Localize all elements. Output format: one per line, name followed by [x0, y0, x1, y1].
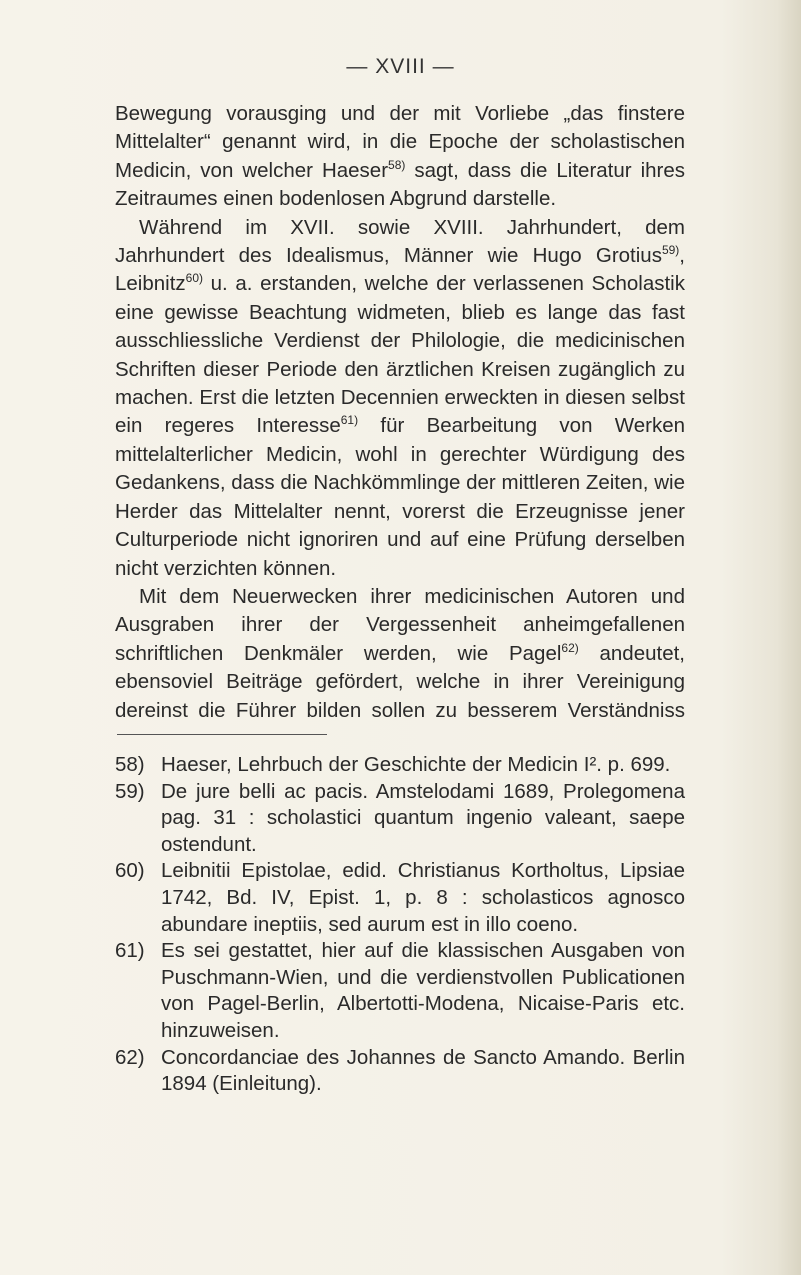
- footnote-59: [115, 779, 685, 859]
- footnote-text: De jure belli ac pacis. Amstelodami 1689, Prolegomena pag. 31 : scholastici quantum ingenio valeant, saepe ostendunt.: [161, 779, 685, 856]
- footnote-number: 62): [115, 1045, 145, 1069]
- footnote-62: [115, 1045, 685, 1098]
- page-header: — XVIII —: [346, 55, 455, 78]
- footnote-text: Leibnitii Epistolae, edid. Christianus Kortholtus, Lipsiae 1742, Bd. IV, Epist. 1, p. 8 : scholasticos agnosco abundare ineptiis, sed aurum est in illo coeno.: [161, 859, 685, 936]
- text-run: u. a. erstanden, welche der verlassenen Scholastik eine gewisse Beachtung widmeten, blieb es lange das fast ausschliessliche Verdienst der Philologie, die medicinischen Schriften dieser Periode den ärztlichen Kreisen zugänglich zu machen. Erst die letzten Decennien erweckten in diesen selbst ein regeres Interesse: [115, 272, 685, 438]
- text-run: sagt, dass die Literatur ihres Zeitraumes einen bodenlosen Abgrund darstelle.: [115, 158, 686, 211]
- footnote-divider: [117, 734, 327, 735]
- text-run: für Bearbeitung von Werken mittelalterlicher Medicin, wohl in gerechter Würdigung des Gedankens, dass die Nachkömmlinge der mittleren Zeiten, wie Herder das Mittelalter nennt, vorerst die Erzeugnisse jener Culturperiode nicht ignoriren und auf eine Prüfung derselben nicht verzichten können.: [115, 414, 686, 580]
- footnote-text: Es sei gestattet, hier auf die klassischen Ausgaben von Puschmann-Wien, und die verdienstvollen Publicationen von Pagel-Berlin, Albertotti-Modena, Nicaise-Paris etc. hinzuweisen.: [161, 939, 685, 1042]
- text-run: Mit dem Neuerwecken ihrer medicinischen Autoren und Ausgraben ihrer der Vergessenheit anheimgefallenen schriftlichen Denkmäler werden, wie Pagel: [115, 584, 685, 665]
- footnote-number: 59): [115, 779, 145, 803]
- footnote-61: [115, 938, 685, 1044]
- footnote-text: Haeser, Lehrbuch der Geschichte der Medicin I². p. 699.: [161, 753, 671, 776]
- main-text: [115, 100, 685, 725]
- footnote-number: 61): [115, 939, 145, 963]
- text-run: , Leibnitz: [115, 244, 685, 296]
- text-run: Während im XVII. sowie XVIII. Jahrhundert, dem Jahrhundert des Idealismus, Männer wie Hugo Grotius: [115, 215, 685, 268]
- text-run: andeutet, ebensoviel Beiträge gefördert, welche in ihrer Vereinigung dereinst die Führer bilden sollen zu besserem Verständniss: [115, 641, 685, 722]
- footnote-ref: 61): [340, 413, 359, 428]
- footnote-ref: 60): [185, 271, 204, 286]
- paragraph-2: [115, 214, 685, 583]
- footnote-ref: 59): [661, 243, 680, 258]
- footnote-60: [115, 858, 685, 938]
- footnote-number: 58): [115, 753, 145, 776]
- paragraph-3: [115, 583, 685, 725]
- footnotes: [115, 752, 685, 1098]
- footnote-ref: 58): [388, 157, 406, 172]
- footnote-number: 60): [115, 859, 145, 883]
- footnote-58: [115, 752, 685, 779]
- paragraph-1: [115, 100, 685, 214]
- text-run: Bewegung vorausging und der mit Vorliebe „das finstere Mittelalter“ genannt wird, in die Epoche der scholastischen Medicin, von welcher Haeser: [115, 102, 685, 182]
- footnote-text: Concordanciae des Johannes de Sancto Amando. Berlin 1894 (Einleitung).: [161, 1045, 685, 1096]
- footnote-ref: 62): [561, 640, 579, 655]
